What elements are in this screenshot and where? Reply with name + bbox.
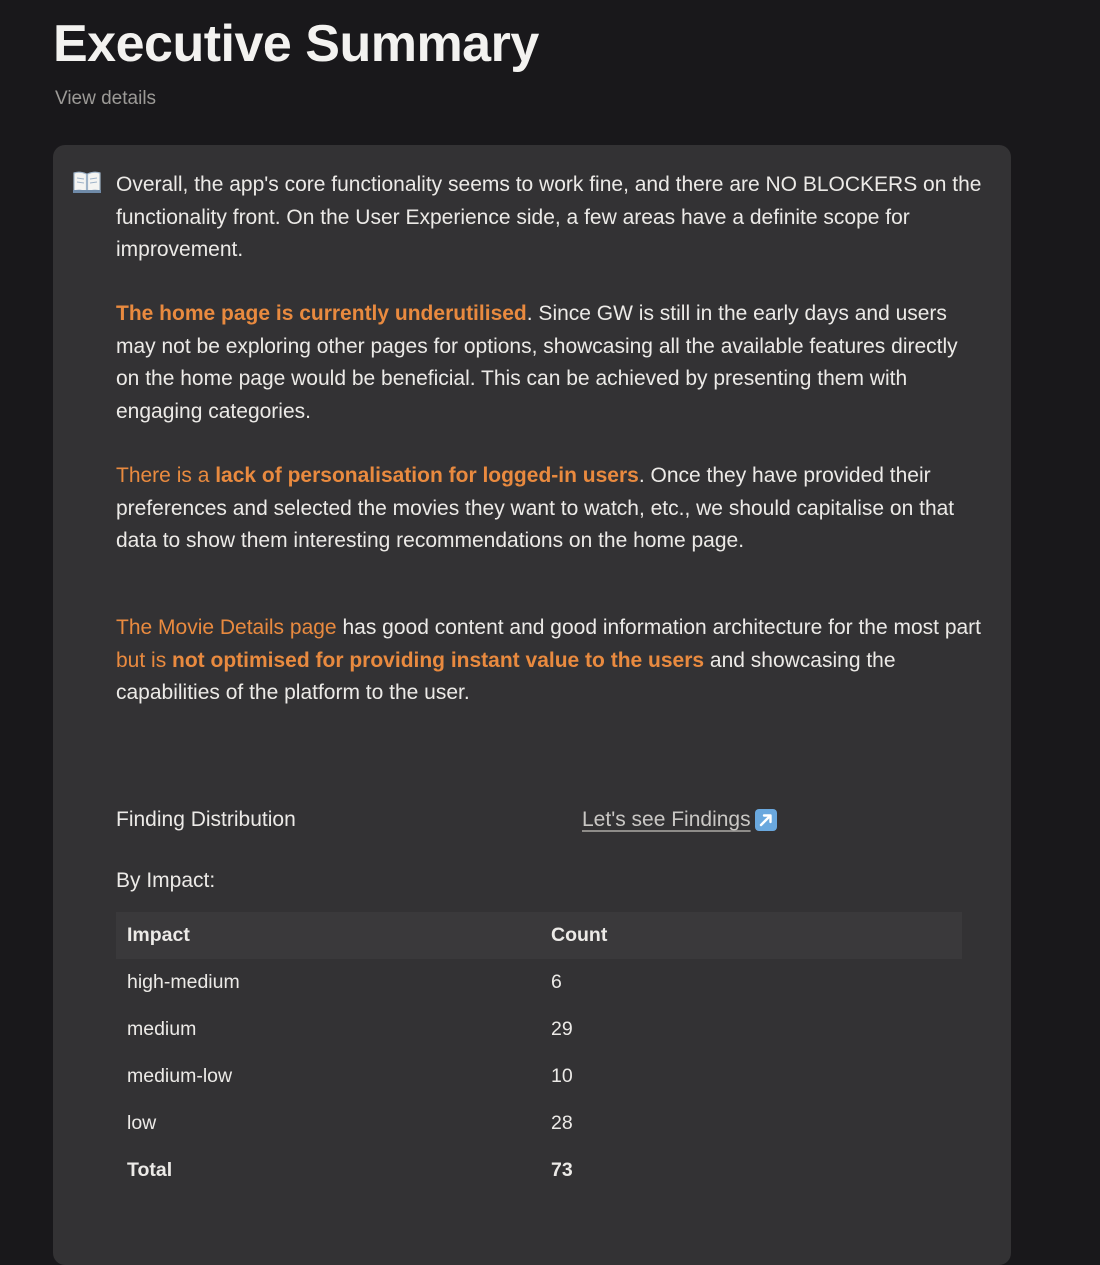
- summary-paragraph-movie-details: [116, 612, 986, 710]
- column-header-impact: Impact: [116, 912, 540, 959]
- highlight-lead: but is: [116, 648, 173, 672]
- highlight-lead: There is a: [116, 464, 216, 487]
- paragraph-text: and showcasing the capabilities of the platform to the user.: [116, 648, 896, 704]
- impact-cell: low: [127, 1112, 157, 1134]
- summary-paragraph-personalisation: [116, 460, 986, 558]
- summary-paragraph-overall: Overall, the app's core functionality seems to work fine, and there are NO BLOCKERS on the functionality front. On the User Experience side, a few areas have a definite scope for improvement.: [116, 173, 982, 261]
- see-findings-link[interactable]: [582, 805, 777, 835]
- page-title: Executive Summary: [53, 15, 539, 73]
- impact-cell: medium: [127, 1018, 197, 1040]
- total-count-cell: 73: [551, 1159, 573, 1181]
- table-row: [116, 959, 962, 1006]
- total-label-cell: Total: [127, 1159, 173, 1181]
- highlight-movie-details: The Movie Details page: [116, 616, 337, 639]
- impact-table: [116, 912, 962, 1194]
- impact-cell: medium-low: [127, 1065, 233, 1087]
- table-header-row: [116, 912, 962, 959]
- arrow-up-right-icon[interactable]: [755, 809, 777, 831]
- table-total-row: [116, 1147, 962, 1194]
- count-cell: 29: [551, 1018, 573, 1040]
- view-details-link[interactable]: View details: [55, 88, 157, 109]
- count-cell: 6: [551, 971, 562, 993]
- highlight-personalisation: lack of personalisation for logged-in users: [215, 464, 639, 487]
- finding-distribution-heading: Finding Distribution: [116, 808, 296, 831]
- highlight-not-optimised: not optimised for providing instant value to the users: [172, 648, 705, 672]
- paragraph-text: . Once they have provided their preferences and selected the movies they want to watch, etc., we should capitalise on that data to show them interesting recommendations on the home page.: [116, 464, 955, 552]
- table-row: [116, 1006, 962, 1053]
- paragraph-text: has good content and good information architecture for the most part: [336, 616, 982, 639]
- see-findings-label[interactable]: Let's see Findings: [582, 808, 751, 831]
- highlight-home-page: The home page is currently underutilised: [116, 302, 527, 325]
- table-row: [116, 1100, 962, 1147]
- count-cell: 28: [551, 1112, 573, 1134]
- paragraph-text: . Since GW is still in the early days and users may not be exploring other pages for options, showcasing all the available features directly on the home page would be beneficial. This can be achieved by presenting them with engaging categories.: [116, 302, 958, 423]
- impact-cell: high-medium: [127, 971, 240, 993]
- table-row: [116, 1053, 962, 1100]
- open-book-icon: [72, 169, 102, 195]
- summary-paragraph-home-page: [116, 298, 986, 428]
- summary-callout: [53, 145, 1011, 1265]
- column-header-count: Count: [540, 912, 962, 959]
- count-cell: 10: [551, 1065, 573, 1087]
- by-impact-label: By Impact:: [116, 869, 216, 892]
